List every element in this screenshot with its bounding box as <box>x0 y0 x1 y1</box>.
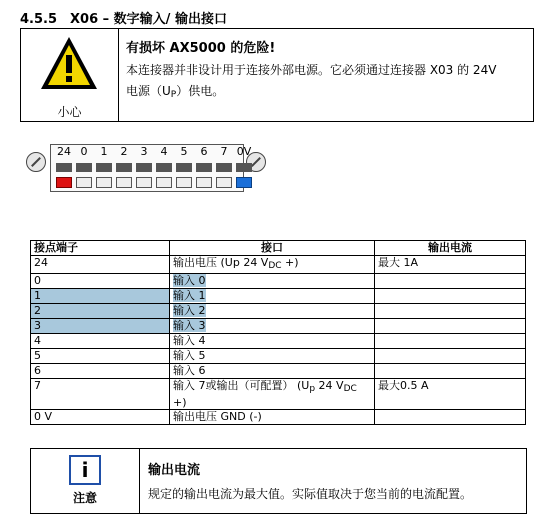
interface-cell: 输入 4 <box>170 334 375 349</box>
led-indicator-blue <box>236 177 252 188</box>
terminal-cell: 7 <box>31 379 170 410</box>
pin-label: 4 <box>160 145 168 158</box>
warning-box <box>20 28 534 122</box>
current-cell <box>375 304 526 319</box>
interface-subscript: DC <box>268 261 282 271</box>
warning-icon-cell <box>21 29 119 121</box>
connector-slots <box>56 163 256 172</box>
interface-cell: 输出电压 GND (-) <box>170 410 375 425</box>
interface-text: 输入 2 <box>173 304 206 317</box>
current-cell <box>375 319 526 334</box>
column-header: 输出电流 <box>375 241 526 256</box>
interface-text: 24 V <box>315 379 344 392</box>
note-box <box>30 448 527 514</box>
pin-slot <box>76 163 92 172</box>
interface-text: 输入 3 <box>173 319 206 332</box>
pin-label: 0 <box>80 145 88 158</box>
table-row <box>31 410 526 425</box>
table-row <box>31 304 526 319</box>
warning-caption: 小心 <box>57 105 82 119</box>
note-caption: 注意 <box>72 491 97 505</box>
terminal-cell: 0 V <box>31 410 170 425</box>
interface-cell <box>170 289 375 304</box>
connector-leds <box>56 177 256 188</box>
terminal-cell: 1 <box>31 289 170 304</box>
interface-cell <box>170 274 375 289</box>
warning-body-line2b: ）供电。 <box>176 84 225 98</box>
terminal-cell: 4 <box>31 334 170 349</box>
interface-text: 输入 7或输出（可配置） (U <box>173 379 310 392</box>
screw-left-icon <box>26 152 46 172</box>
pin-label: 5 <box>180 145 188 158</box>
terminal-cell: 2 <box>31 304 170 319</box>
interface-cell <box>170 256 375 274</box>
led-indicator <box>176 177 192 188</box>
current-cell <box>375 349 526 364</box>
table-row <box>31 364 526 379</box>
pin-slot <box>96 163 112 172</box>
warning-body-line1: 本连接器并非设计用于连接外部电源。它必须通过连接器 X03 的 24V <box>126 63 497 77</box>
led-indicator <box>96 177 112 188</box>
interface-subscript: p <box>309 384 316 394</box>
connector-diagram <box>24 140 268 194</box>
note-body: 规定的输出电流为最大值。实际值取决于您当前的电流配置。 <box>148 487 473 501</box>
pin-slot <box>176 163 192 172</box>
current-cell <box>375 274 526 289</box>
warning-triangle-icon <box>39 35 99 91</box>
table-row <box>31 319 526 334</box>
pin-label: 0V <box>236 145 252 158</box>
current-cell <box>375 289 526 304</box>
led-indicator <box>156 177 172 188</box>
pin-slot <box>56 163 72 172</box>
note-title: 输出电流 <box>148 463 201 478</box>
led-indicator <box>196 177 212 188</box>
table-header-row <box>31 241 526 256</box>
info-icon: i <box>69 455 101 485</box>
section-heading <box>20 8 227 27</box>
led-indicator <box>136 177 152 188</box>
pin-slot <box>116 163 132 172</box>
pin-slot <box>136 163 152 172</box>
led-indicator <box>216 177 232 188</box>
current-cell <box>375 334 526 349</box>
interface-cell <box>170 319 375 334</box>
pin-slot <box>196 163 212 172</box>
warning-body-line2a: 电源（U <box>126 84 171 98</box>
interface-cell: 输入 6 <box>170 364 375 379</box>
table-row <box>31 274 526 289</box>
interface-suffix: +) <box>281 256 299 269</box>
note-icon-cell <box>31 449 140 513</box>
table-row <box>31 334 526 349</box>
terminal-cell: 5 <box>31 349 170 364</box>
section-title: X06 – 数字输入/ 输出接口 <box>70 12 227 27</box>
terminal-cell: 0 <box>31 274 170 289</box>
led-indicator <box>76 177 92 188</box>
section-number: 4.5.5 <box>20 12 58 27</box>
pin-assignment-table <box>30 240 526 425</box>
interface-text: 输入 0 <box>173 274 206 287</box>
interface-text: 输入 1 <box>173 289 206 302</box>
interface-text: +) <box>173 396 187 409</box>
interface-text: 输出电压 (Up 24 V <box>173 256 269 269</box>
interface-cell <box>170 304 375 319</box>
connector-pin-labels <box>54 146 254 158</box>
pin-slot <box>156 163 172 172</box>
table-row <box>31 289 526 304</box>
pin-label: 2 <box>120 145 128 158</box>
table-row <box>31 349 526 364</box>
led-indicator <box>116 177 132 188</box>
warning-body <box>126 60 526 106</box>
current-cell <box>375 364 526 379</box>
warning-title: 有损坏 AX5000 的危险! <box>126 41 276 56</box>
interface-cell: 输入 5 <box>170 349 375 364</box>
table-row <box>31 379 526 410</box>
terminal-cell: 3 <box>31 319 170 334</box>
column-header: 接点端子 <box>31 241 170 256</box>
pin-slot <box>236 163 252 172</box>
pin-label: 7 <box>220 145 228 158</box>
interface-cell <box>170 379 375 410</box>
led-indicator-red <box>56 177 72 188</box>
pin-slot <box>216 163 232 172</box>
table-row <box>31 256 526 274</box>
pin-label: 3 <box>140 145 148 158</box>
warning-body-subscript: P <box>170 90 177 100</box>
current-cell <box>375 410 526 425</box>
pin-label: 6 <box>200 145 208 158</box>
current-cell: 最大 1A <box>375 256 526 274</box>
interface-subscript: DC <box>343 384 357 394</box>
terminal-cell: 6 <box>31 364 170 379</box>
current-cell: 最大0.5 A <box>375 379 526 410</box>
terminal-cell: 24 <box>31 256 170 274</box>
pin-label: 1 <box>100 145 108 158</box>
column-header: 接口 <box>170 241 375 256</box>
pin-label: 24 <box>57 145 71 158</box>
